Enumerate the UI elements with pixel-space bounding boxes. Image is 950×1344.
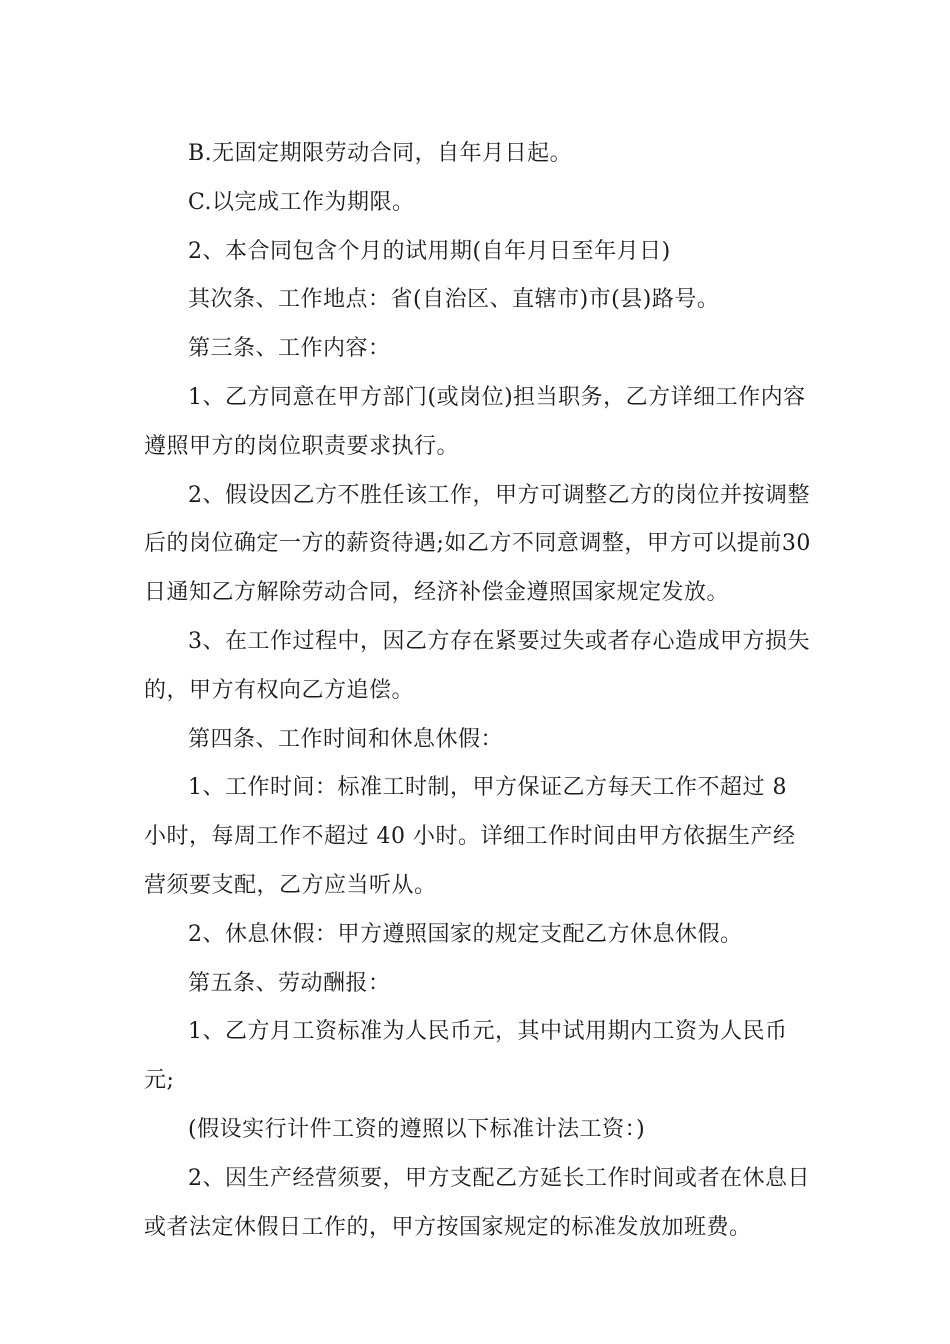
paragraph-article-3-item-3: 3、在工作过程中，因乙方存在紧要过失或者存心造成甲方损失的，甲方有权向乙方追偿。 <box>144 628 810 703</box>
document-body <box>144 130 814 1252</box>
paragraph-article-4-item-1: 1、工作时间：标准工时制，甲方保证乙方每天工作不超过 8 小时，每周工作不超过 40 小时。详细工作时间由甲方依据生产经营须要支配，乙方应当听从。 <box>144 775 796 898</box>
paragraph-contract-type-b: B.无固定期限劳动合同，自年月日起。 <box>188 141 573 166</box>
paragraph-article-3-item-1: 1、乙方同意在甲方部门(或岗位)担当职务，乙方详细工作内容遵照甲方的岗位职责要求执行。 <box>144 384 806 459</box>
paragraph-article-3-heading: 第三条、工作内容： <box>188 336 391 362</box>
paragraph-article-3-item-2: 2、假设因乙方不胜任该工作，甲方可调整乙方的岗位并按调整后的岗位确定一方的薪资待遇;如乙方不同意调整，甲方可以提前30日通知乙方解除劳动合同，经济补偿金遵照国家规定发放。 <box>144 482 811 606</box>
paragraph-article-5-item-2: 2、因生产经营须要，甲方支配乙方延长工作时间或者在休息日或者法定休假日工作的，甲方按国家规定的标准发放加班费。 <box>144 1165 810 1240</box>
paragraph-article-5-heading: 第五条、劳动酬报： <box>188 970 391 996</box>
paragraph-contract-type-c: C.以完成工作为期限。 <box>188 189 415 215</box>
paragraph-article-5-piecework-note: (假设实行计件工资的遵照以下标准计法工资：) <box>188 1116 646 1142</box>
paragraph-article-5-item-1: 1、乙方月工资标准为人民币元，其中试用期内工资为人民币元; <box>144 1019 788 1094</box>
paragraph-probation-period: 2、本合同包含个月的试用期(自年月日至年月日) <box>188 238 671 264</box>
paragraph-article-4-item-2: 2、休息休假：甲方遵照国家的规定支配乙方休息休假。 <box>188 921 743 947</box>
paragraph-article-4-heading: 第四条、工作时间和休息休假： <box>188 726 504 752</box>
paragraph-article-2-work-location: 其次条、工作地点：省(自治区、直辖市)市(县)路号。 <box>188 287 720 313</box>
